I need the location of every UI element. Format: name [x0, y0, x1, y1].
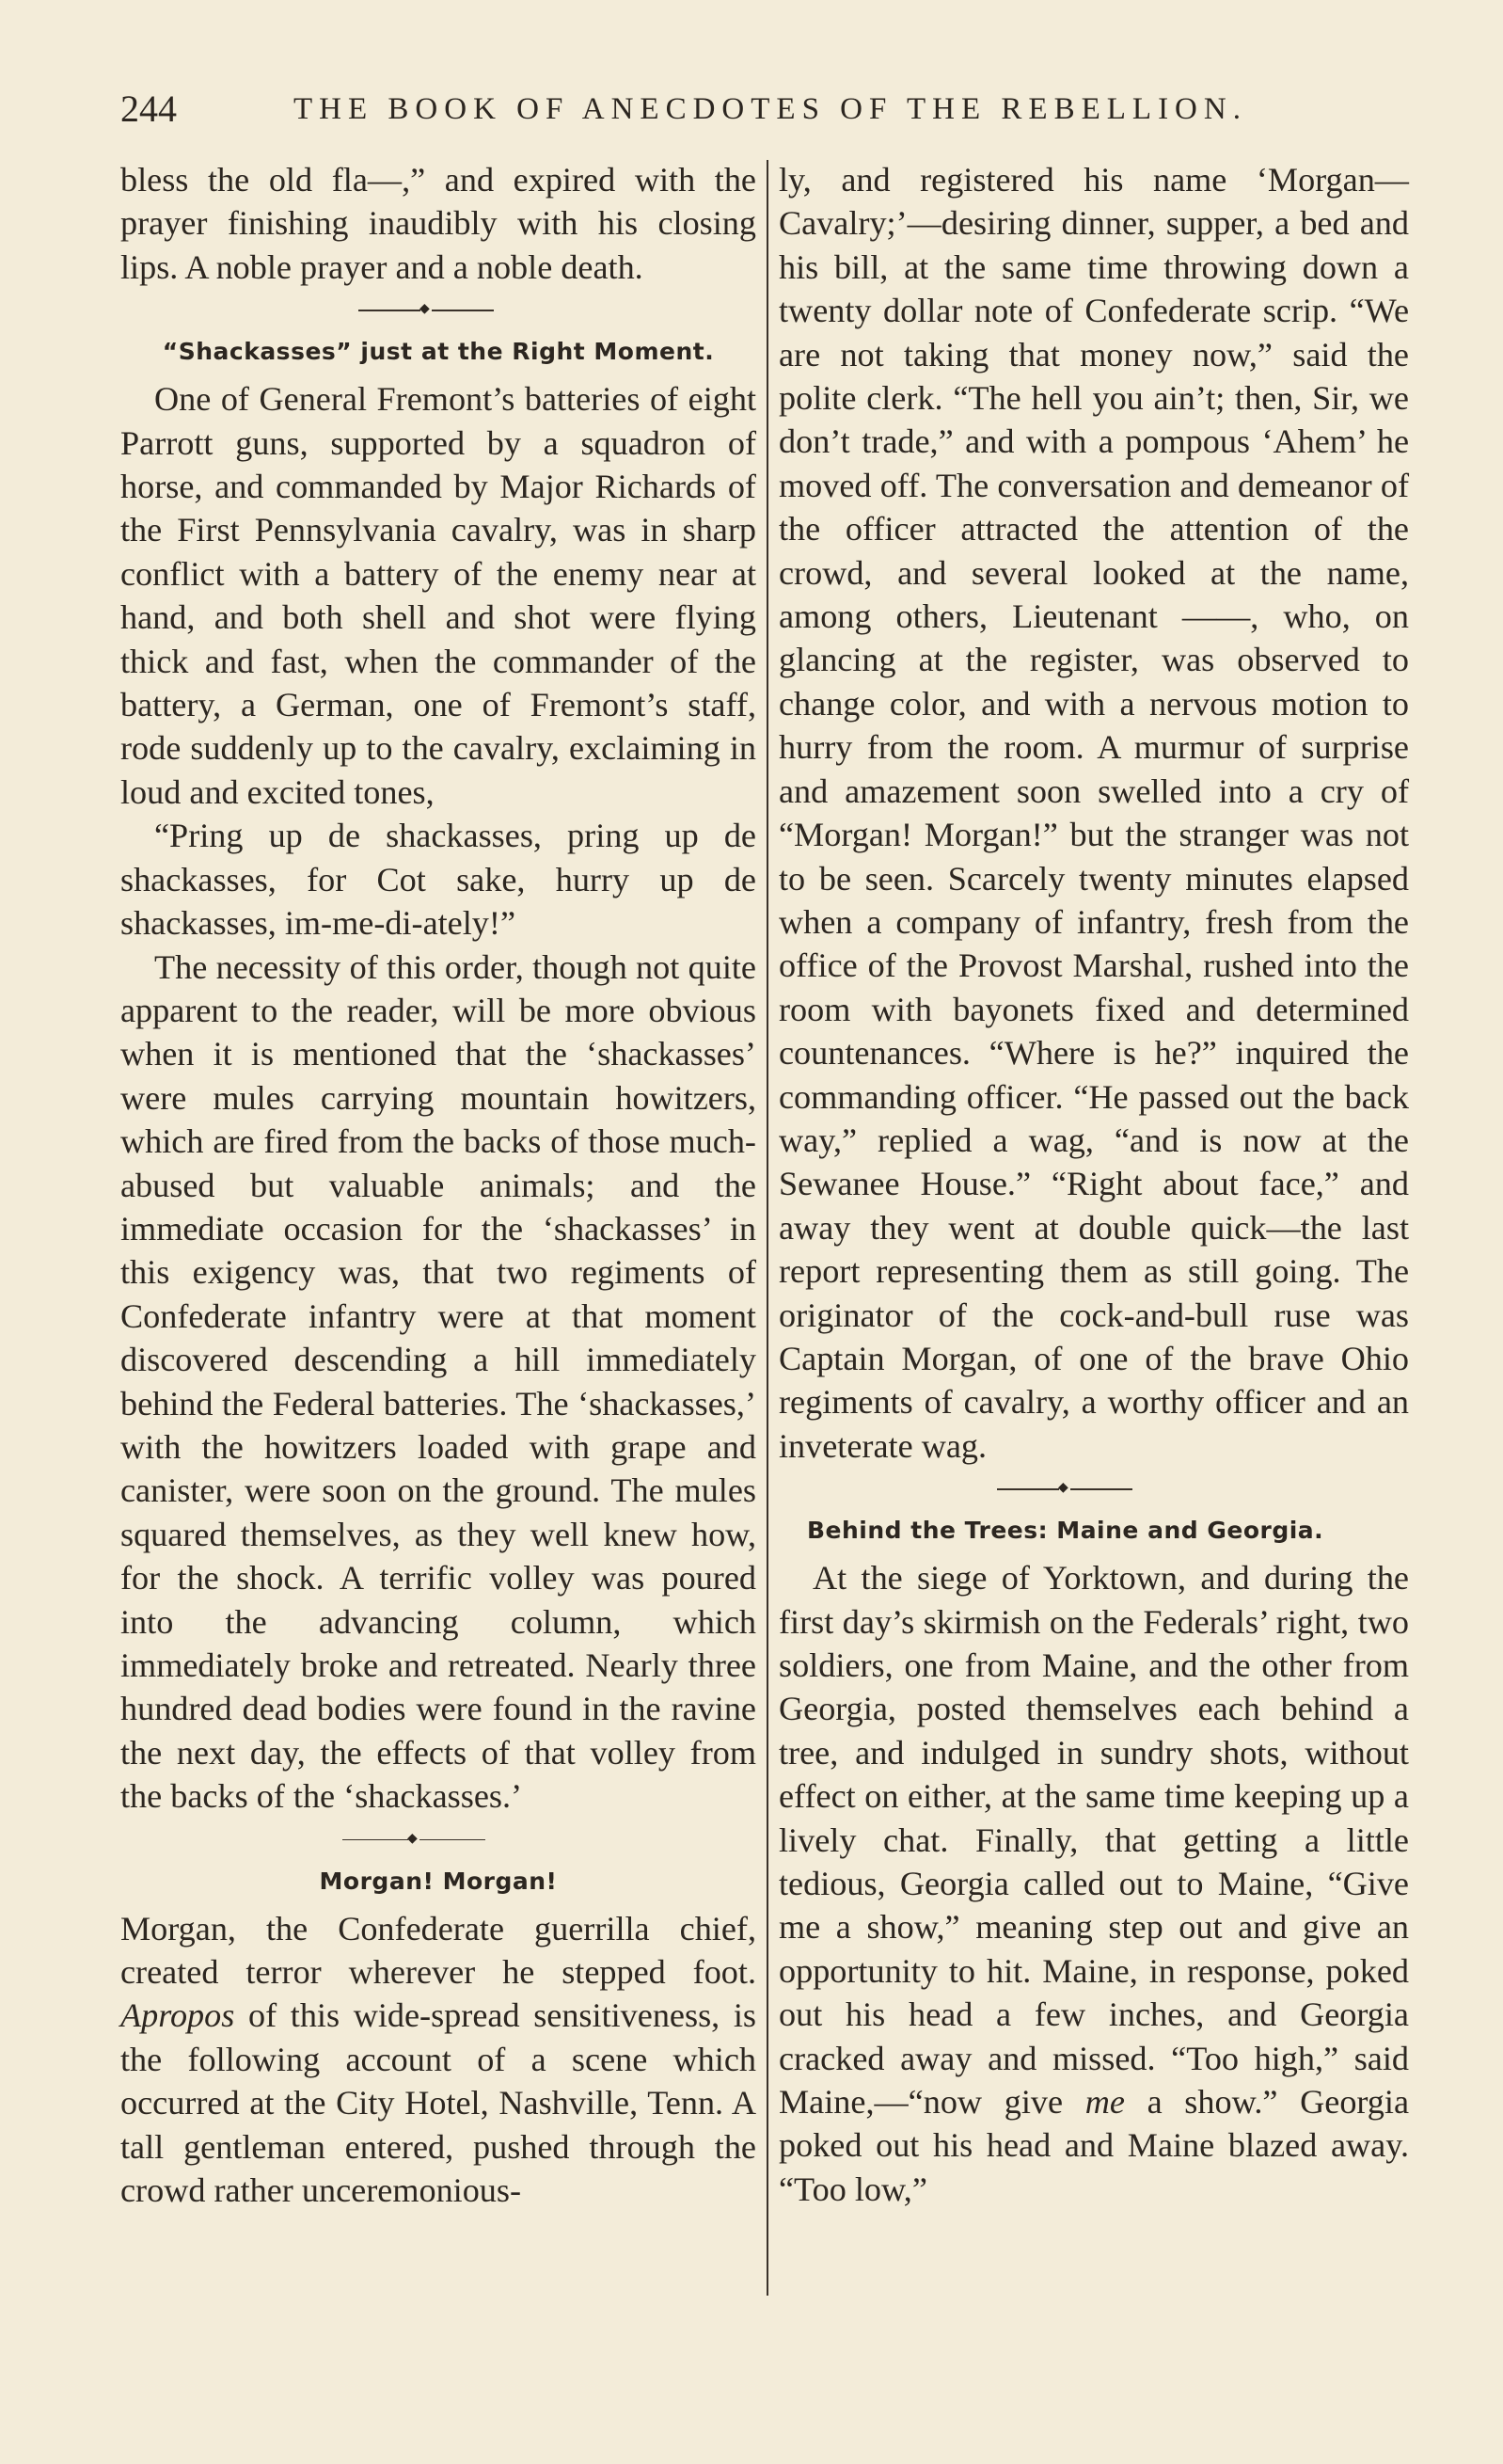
- separator-diamond: ◆: [1058, 1481, 1068, 1496]
- paragraph: One of General Fremont’s batteries of eight Parrott guns, supported by a squadron of horse, and commanded by Major Richards of the First Pennsylvania cavalry, was in sharp conflict with a battery of the enemy near at hand, and both shell and shot were flying thick and fast, when the commander of the battery, a German, one of Fremont’s staff, rode suddenly up to the cavalry, exclaiming in loud and excited tones,: [120, 380, 756, 811]
- italic-text: me: [1084, 2083, 1125, 2122]
- opening-paragraph: bless the old fla—,” and expired with the prayer finishing inaudibly with his closing lips. A noble prayer and a noble death.: [120, 161, 756, 286]
- italic-text: Apropos: [120, 1996, 235, 2035]
- running-head: [120, 87, 1409, 134]
- page-number: 244: [120, 87, 177, 130]
- section-separator: [120, 289, 756, 330]
- separator-line: [358, 310, 420, 311]
- running-title: THE BOOK OF ANECDOTES OF THE REBELLION.: [293, 92, 1247, 126]
- section-separator: [779, 1468, 1409, 1509]
- column-rule: [767, 160, 768, 2296]
- section-heading-morgan: Morgan! Morgan!: [319, 1867, 558, 1895]
- paragraph-text: of this wide-spread sensitiveness, is the following account of a scene which occurred at the City Hotel, Nashville, Tenn. A tall gentleman entered, pushed through the crowd rather unceremonious-: [120, 1996, 756, 2210]
- separator-diamond: ◆: [419, 302, 430, 317]
- paragraph-text: At the siege of Yorktown, and during the first day’s skirmish on the Federals’ right, two soldiers, one from Maine, and the other from Georgia, posted themselves each behind a tree, and indulged in sundry shots, without effect on either, at the same time keeping up a lively chat. Finally, that getting a little tedious, Georgia called out to Maine, “Give me a show,” meaning step out and give an opportunity to hit. Maine, in response, poked out his head a few inches, and Georgia cracked away and missed. “Too high,” said Maine,—“now give: [779, 1559, 1409, 2122]
- separator-line: [342, 1839, 408, 1841]
- paragraph-text: Morgan, the Confederate guerrilla chief, created terror wherever he stepped foot.: [120, 1909, 756, 1992]
- paragraph: [120, 1907, 756, 2213]
- paragraph: “Pring up de shackasses, pring up de shackasses, for Cot sake, hurry up de shackasses, im-me-di-ately!”: [120, 817, 756, 943]
- section-separator: [120, 1819, 756, 1860]
- paragraph: The necessity of this order, though not quite apparent to the reader, will be more obvious when it is mentioned that the ‘shackasses’ were mules carrying mountain howitzers, which are fired from the backs of those much-abused but valuable animals; and the immediate occasion for the ‘shackasses’ in this exigency was, that two regiments of Confederate infantry were at that moment discovered descending a hill immediately behind the Federal batteries. The ‘shackasses,’ with the howitzers loaded with grape and canister, were soon on the ground. The mules squared themselves, as they well knew how, for the shock. A terrific volley was poured into the advancing column, which immediately broke and retreated. Nearly three hundred dead bodies were found in the ravine the next day, the effects of that volley from the backs of the ‘shackasses.’: [120, 947, 756, 1816]
- paragraph-text: a show.” Georgia poked out his head and Maine blazed away. “Too low,”: [779, 2083, 1410, 2208]
- continuation-paragraph: ly, and registered his name ‘Morgan—Cavalry;’—desiring dinner, supper, a bed and his bill, at the same time throwing down a twenty dollar note of Confederate scrip. “We are not taking that money now,” said the polite clerk. “The hell you ain’t; then, Sir, we don’t trade,” and with a pompous ‘Ahem’ he moved off. The conversation and demeanor of the officer attracted the attention of the crowd, and several looked at the name, among others, Lieutenant ——, who, on glancing at the register, was observed to change color, and with a nervous motion to hurry from the room. A murmur of surprise and amazement soon swelled into a cry of “Morgan! Morgan!” but the stranger was not to be seen. Scarcely twenty minutes elapsed when a company of infantry, fresh from the office of the Provost Marshal, rushed into the room with bayonets fixed and determined countenances. “Where is he?” inquired the commanding officer. “He passed out the back way,” replied a wag, “and is now at the Sewanee House.” “Right about face,” and away they went at double quick—the last report representing them as still going. The originator of the cock-and-bull ruse was Captain Morgan, of one of the brave Ohio regiments of cavalry, a worthy officer and an inveterate wag.: [779, 161, 1409, 1465]
- section-heading-shackasses: “Shackasses” just at the Right Moment.: [162, 338, 715, 366]
- section-heading-behind-the-trees: Behind the Trees: Maine and Georgia.: [807, 1517, 1324, 1545]
- separator-diamond: ◆: [407, 1831, 418, 1846]
- paragraph: [779, 1556, 1409, 2211]
- separator-line: [997, 1488, 1059, 1490]
- right-column: [779, 158, 1409, 2211]
- left-column: [120, 158, 756, 2212]
- separator-line: [1070, 1488, 1132, 1490]
- separator-line: [432, 310, 494, 311]
- separator-line: [419, 1839, 485, 1841]
